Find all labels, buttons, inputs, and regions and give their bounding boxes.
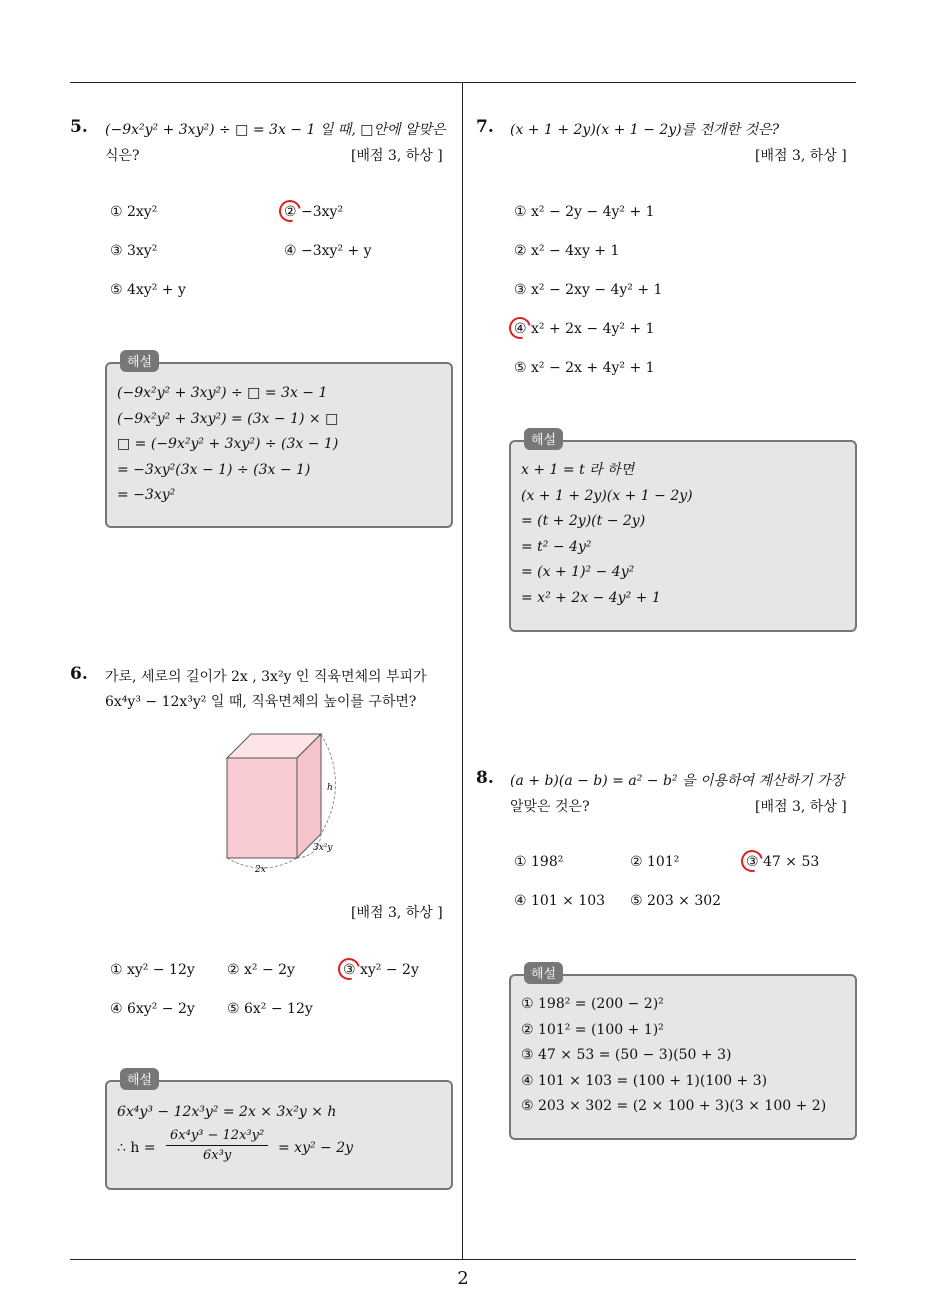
option-3[interactable]: ③ x² − 2xy − 4y² + 1 [514,282,663,298]
fraction-denominator: 6x³y [203,1148,232,1163]
cuboid-figure [215,730,345,875]
option-5[interactable]: ⑤ 6x² − 12y [227,1001,313,1017]
solution-therefore: ∴ h = [117,1140,156,1156]
solution-line: (−9x²y² + 3xy²) ÷ □ = 3x − 1 [117,385,328,401]
page-number: 2 [457,1268,469,1289]
solution-fraction [166,1128,268,1163]
solution-line: = −3xy² [117,487,176,504]
solution-line: = (x + 1)² − 4y² [521,564,635,581]
option-4[interactable]: ④ 6xy² − 2y [110,1001,195,1017]
label-h: h [327,783,333,793]
solution-text [117,381,338,509]
option-5[interactable]: ⑤ 203 × 302 [630,893,722,909]
option-5[interactable]: ⑤ x² − 2x + 4y² + 1 [514,360,655,376]
solution-line: ③ 47 × 53 = (50 − 3)(50 + 3) [521,1047,732,1064]
solution-line: = (t + 2y)(t − 2y) [521,513,646,530]
solution-line: ① 198² = (200 − 2)² [521,996,664,1012]
question-number: 5. [70,117,88,137]
score-label: [배점 3, 하상 ] [351,905,443,921]
solution-text [521,458,693,612]
option-4[interactable]: ④ −3xy² + y [284,243,372,259]
question-text: (x + 1 + 2y)(x + 1 − 2y)를 전개한 것은? [510,122,780,138]
solution-tag: 해설 [524,962,563,984]
solution-line: = −3xy²(3x − 1) ÷ (3x − 1) [117,461,311,478]
score-label: [배점 3, 하상 ] [755,148,847,164]
column-divider [462,83,463,1260]
option-2[interactable]: ② x² − 4xy + 1 [514,243,620,259]
solution-line: = t² − 4y² [521,538,592,555]
score-label: [배점 3, 하상 ] [351,148,443,164]
question-text: 가로, 세로의 길이가 2x , 3x²y 인 직육면체의 부피가 [105,669,427,685]
answer-mark-icon [275,196,305,226]
option-4[interactable]: ④ x² + 2x − 4y² + 1 [514,321,655,337]
label-width: 2x [255,865,266,875]
solution-result: = xy² − 2y [278,1140,354,1156]
answer-mark-icon [737,846,767,876]
top-rule [70,82,856,83]
option-1[interactable]: ① x² − 2y − 4y² + 1 [514,204,655,220]
solution-line: (−9x²y² + 3xy²) = (3x − 1) × □ [117,410,339,427]
answer-mark-icon [334,954,364,984]
solution-line: x + 1 = t 라 하면 [521,462,635,478]
solution-line: ② 101² = (100 + 1)² [521,1021,664,1038]
question-number: 8. [476,768,494,788]
option-2[interactable]: ② −3xy² [284,204,344,220]
solution-tag: 해설 [120,1068,159,1090]
solution-text [521,992,826,1120]
solution-box [105,1080,453,1190]
option-3[interactable]: ③ 47 × 53 [746,854,820,870]
option-1[interactable]: ① 2xy² [110,204,158,220]
score-label: [배점 3, 하상 ] [755,799,847,815]
solution-line: ⑤ 203 × 302 = (2 × 100 + 3)(3 × 100 + 2) [521,1098,827,1115]
answer-mark-icon [505,313,535,343]
solution-tag: 해설 [524,428,563,450]
option-2[interactable]: ② x² − 2y [227,962,295,978]
solution-line: □ = (−9x²y² + 3xy²) ÷ (3x − 1) [117,436,339,453]
solution-line: = x² + 2x − 4y² + 1 [521,589,661,606]
question-text-line2: 식은? [105,148,140,164]
question-text: (a + b)(a − b) = a² − b² 을 이용하여 계산하기 가장 [510,773,845,789]
option-4[interactable]: ④ 101 × 103 [514,893,606,909]
solution-line: (x + 1 + 2y)(x + 1 − 2y) [521,487,693,504]
solution-tag: 해설 [120,350,159,372]
option-5[interactable]: ⑤ 4xy² + y [110,282,186,298]
option-2[interactable]: ② 101² [630,854,680,870]
option-3[interactable]: ③ xy² − 2y [343,962,419,978]
fraction-numerator: 6x⁴y³ − 12x³y² [166,1128,268,1146]
question-text-line2: 6x⁴y³ − 12x³y² 일 때, 직육면체의 높이를 구하면? [105,694,417,710]
bottom-rule [70,1259,856,1260]
option-1[interactable]: ① 198² [514,854,564,870]
option-1[interactable]: ① xy² − 12y [110,962,195,978]
question-text: (−9x²y² + 3xy²) ÷ □ = 3x − 1 일 때, □안에 알맞은 [105,122,446,138]
option-3[interactable]: ③ 3xy² [110,243,158,259]
solution-line: 6x⁴y³ − 12x³y² = 2x × 3x²y × h [117,1104,337,1120]
label-depth: 3x²y [313,843,333,853]
question-number: 7. [476,117,494,137]
question-number: 6. [70,664,88,684]
solution-line: ④ 101 × 103 = (100 + 1)(100 + 3) [521,1072,768,1089]
question-text-line2: 알맞은 것은? [510,799,590,815]
